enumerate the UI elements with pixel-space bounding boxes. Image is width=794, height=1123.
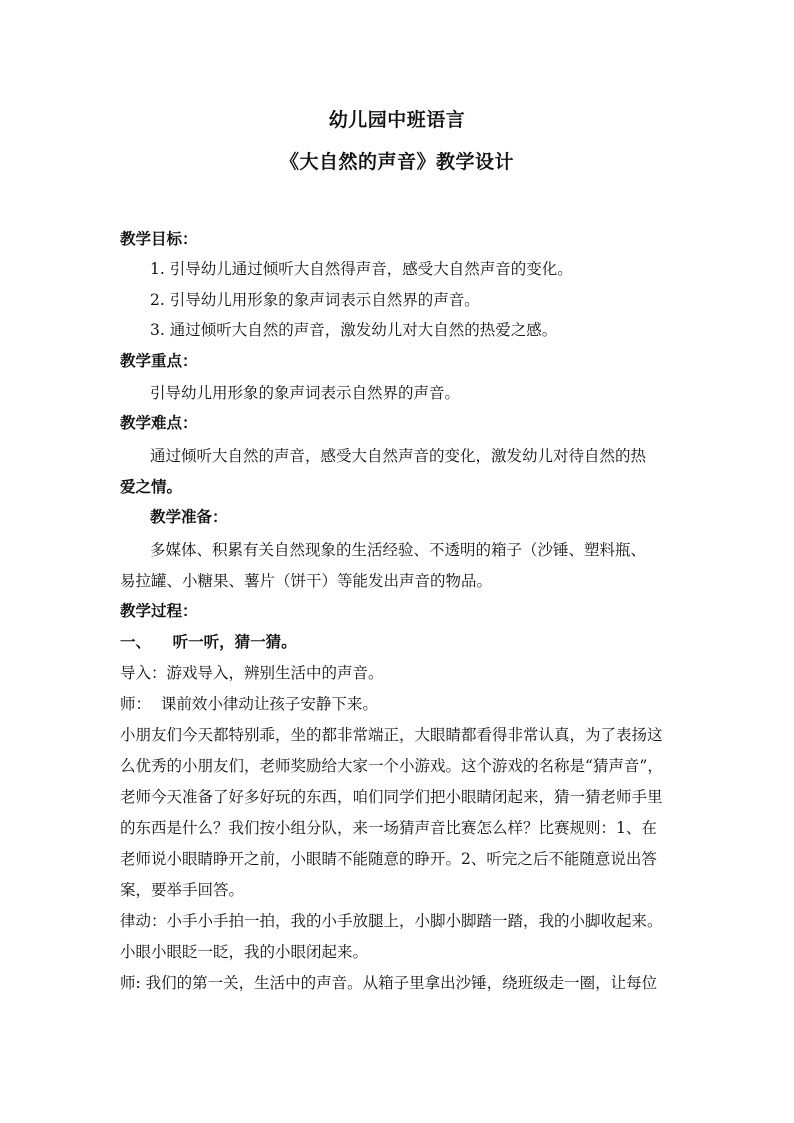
difficulty-heading: 教学难点： xyxy=(120,413,198,432)
teacher-line-1: 师： 课前效小律动让孩子安静下来。 xyxy=(120,695,378,713)
paragraph-1-line-6: 案，要举手回答。 xyxy=(120,881,245,899)
preparation-text-line1: 多媒体、积累有关自然现象的生活经验、不透明的箱子（沙锤、塑料瓶、 xyxy=(150,541,647,559)
preparation-heading: 教学准备： xyxy=(150,507,228,526)
document-title-line1: 幼儿园中班语言 xyxy=(328,109,466,131)
difficulty-text-line2: 爱之情。 xyxy=(120,477,183,496)
goal-item-3: 3. 通过倾听大自然的声音，激发幼儿对大自然的热爱之感。 xyxy=(150,321,558,339)
section-1-heading: 一、 听一听，猜一猜。 xyxy=(120,632,297,651)
paragraph-1-line-2: 么优秀的小朋友们，老师奖励给大家一个小游戏。这个游戏的名称是“猜声音”， xyxy=(120,757,663,775)
key-point-heading: 教学重点： xyxy=(120,351,198,370)
preparation-text-line2: 易拉罐、小糖果、薯片（饼干）等能发出声音的物品。 xyxy=(120,572,493,590)
paragraph-1-line-3: 老师今天准备了好多好玩的东西，咱们同学们把小眼睛闭起来，猜一猜老师手里 xyxy=(120,788,663,806)
intro-line: 导入：游戏导入，辨别生活中的声音。 xyxy=(120,664,384,682)
rhythm-line-1: 律动：小手小手拍一拍，我的小手放腿上，小脚小脚踏一踏，我的小脚收起来。 xyxy=(120,912,663,930)
key-point-text: 引导幼儿用形象的象声词表示自然界的声音。 xyxy=(150,384,461,402)
difficulty-text-line1: 通过倾听大自然的声音，感受大自然声音的变化，激发幼儿对待自然的热 xyxy=(150,447,647,465)
document-title-line2: 《大自然的声音》教学设计 xyxy=(279,151,514,173)
rhythm-line-2: 小眼小眼眨一眨，我的小眼闭起来。 xyxy=(120,943,369,961)
goals-heading: 教学目标： xyxy=(120,229,198,248)
paragraph-1-line-4: 的东西是什么？我们按小组分队，来一场猜声音比赛怎么样？比赛规则：1、在 xyxy=(120,819,657,837)
paragraph-1-line-1: 小朋友们今天都特别乖，坐的都非常端正，大眼睛都看得非常认真，为了表扬这 xyxy=(120,726,663,744)
goal-item-1: 1. 引导幼儿通过倾听大自然得声音，感受大自然声音的变化。 xyxy=(150,260,573,278)
process-heading: 教学过程： xyxy=(120,601,198,620)
goal-item-2: 2. 引导幼儿用形象的象声词表示自然界的声音。 xyxy=(150,291,480,309)
teacher-line-2: 师: 我们的第一关，生活中的声音。从箱子里拿出沙锤，绕班级走一圈，让每位 xyxy=(120,974,658,992)
paragraph-1-line-5: 老师说小眼睛睁开之前，小眼睛不能随意的睁开。2、听完之后不能随意说出答 xyxy=(120,850,657,868)
